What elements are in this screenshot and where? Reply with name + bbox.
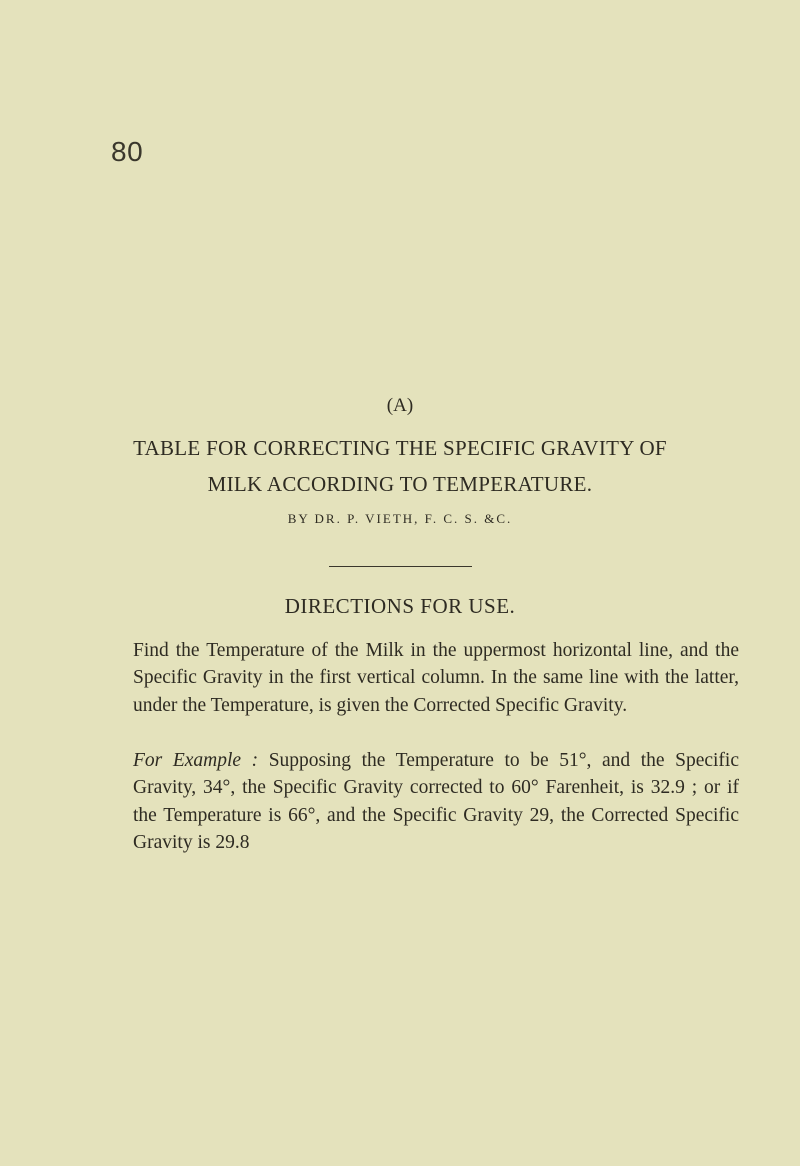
directions-paragraph: Find the Temperature of the Milk in the uppermost horizontal line, and the Specific Gravity in the first vertical column. In the same line with the latter, under the Temperature, is given the Corrected Specific Gravity. xyxy=(133,640,739,716)
title-line-1: TABLE FOR CORRECTING THE SPECIFIC GRAVITY OF xyxy=(133,436,667,460)
example-text: Supposing the Temperature to be 51°, and the Specific Gravity, 34°, the Specific Gravity corrected to 60° Farenheit, is 32.9 ; or if the Temperature is 66°, and the Specific Gravity 29, the Corrected Specific Gravity is 29.8 xyxy=(133,750,739,853)
page-number: 80 xyxy=(111,136,144,167)
title-line-2: MILK ACCORDING TO TEMPERATURE. xyxy=(207,472,593,496)
directions-heading: DIRECTIONS FOR USE. xyxy=(284,594,516,618)
example-label: For Example : xyxy=(133,750,259,771)
section-letter: (A) xyxy=(386,395,414,416)
author-byline: BY DR. P. VIETH, F. C. S. &C. xyxy=(287,511,513,526)
example-paragraph xyxy=(133,747,739,856)
divider-rule xyxy=(329,566,472,567)
